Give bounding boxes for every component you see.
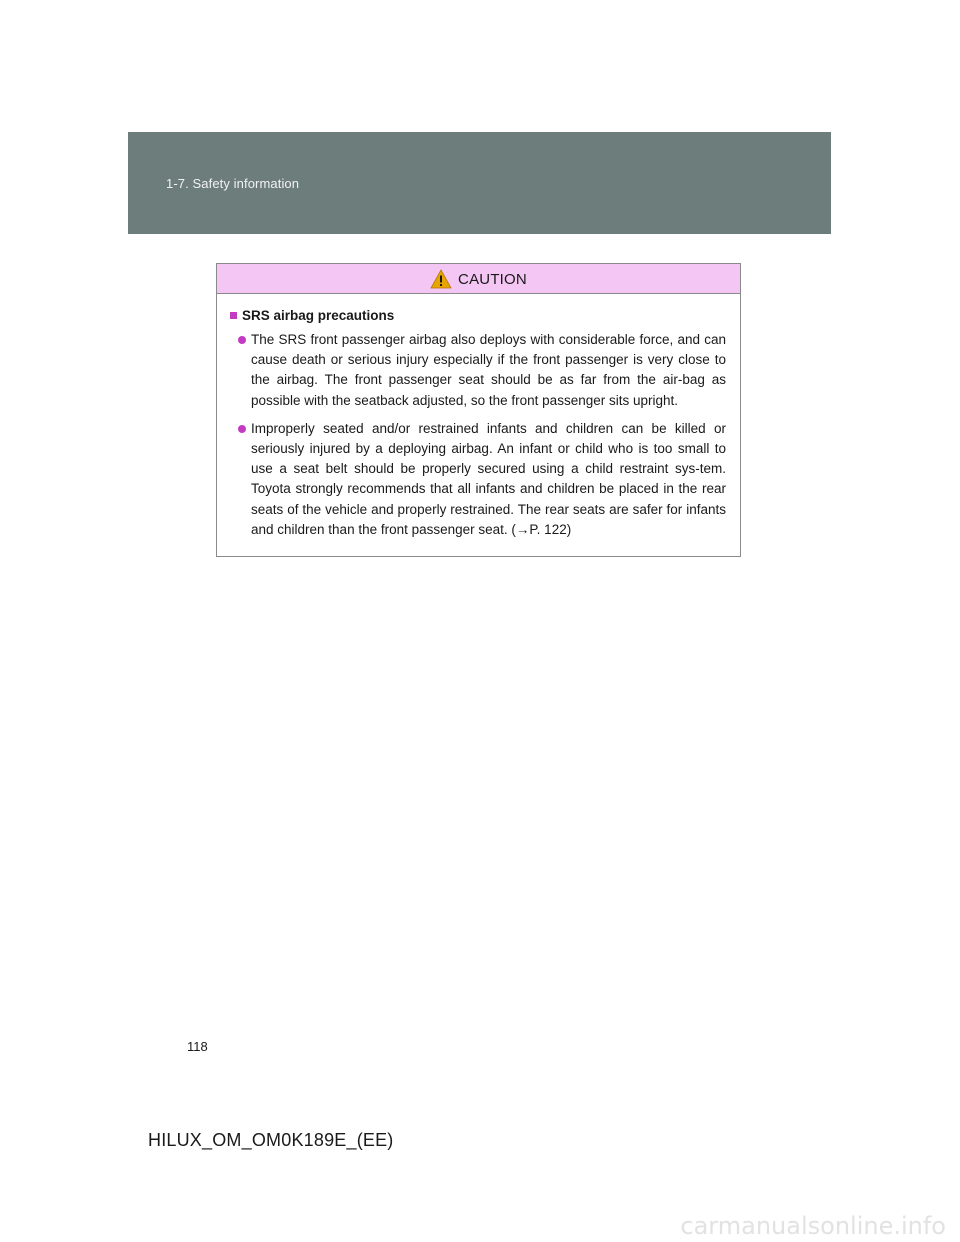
document-code: HILUX_OM_OM0K189E_(EE) [148,1130,394,1150]
header-band [128,132,831,234]
page-number: 118 [187,1039,208,1054]
section-heading-text: SRS airbag precautions [242,307,395,323]
bullet-text: Improperly seated and/or restrained infants and children can be killed or seriously injured by a deploying airbag. An infant or child who is too small to use a seat belt should be properly secured using a child restraint sys-tem. Toyota strongly recommends that all infants and children be placed in the rear seats of the vehicle and properly restrained. The rear seats are safer for infants and children than the front passenger seat. (→P. 122) [251,420,726,537]
round-bullet-icon [238,336,246,344]
round-bullet-icon [238,425,246,433]
square-bullet-icon [230,312,237,319]
caution-header [217,264,740,294]
caution-title: CAUTION [458,270,527,288]
section-heading [230,306,726,324]
caution-box [216,263,741,557]
section-title: 1-7. Safety information [166,176,300,191]
bullet-item [230,330,726,411]
warning-triangle-icon [430,269,452,289]
caution-body [217,294,740,540]
watermark: carmanualsonline.info [680,1212,946,1240]
bullet-text: The SRS front passenger airbag also deploys with considerable force, and can cause death or serious injury especially if the front passenger is very close to the airbag. The front passenger seat should be as far from the air-bag as possible with the seatback adjusted, so the front passenger sits upright. [251,332,726,408]
bullet-item [230,419,726,540]
